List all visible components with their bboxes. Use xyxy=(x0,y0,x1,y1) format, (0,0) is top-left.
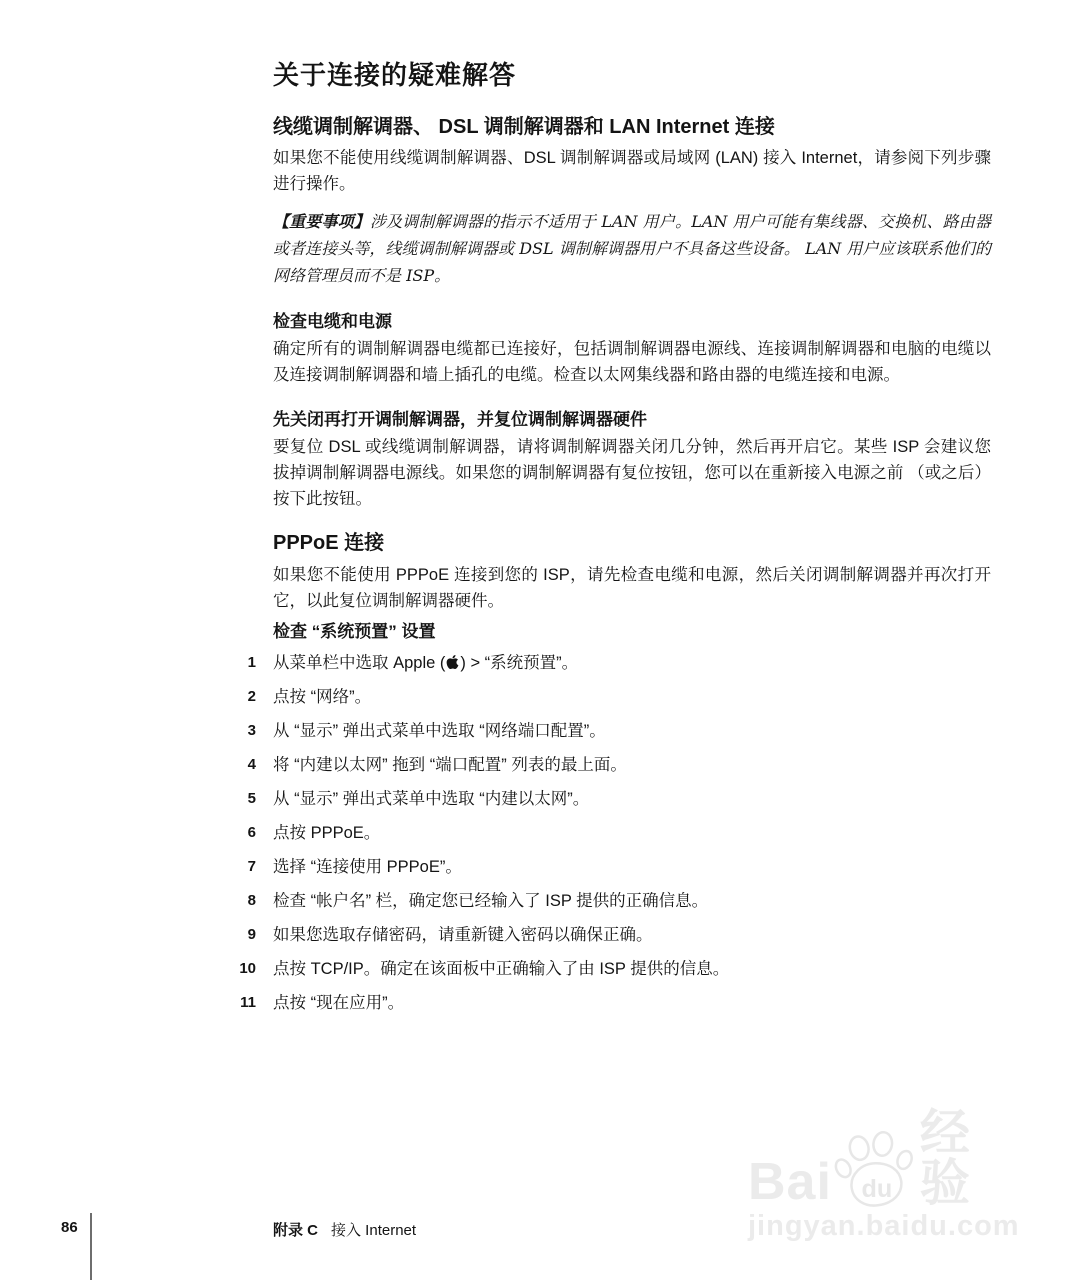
footer-chapter xyxy=(273,1219,416,1240)
watermark-url: jingyan.baidu.com xyxy=(748,1210,1020,1242)
page-content xyxy=(239,58,991,1026)
baidu-watermark xyxy=(748,1105,1020,1242)
reset-modem-heading: 先关闭再打开调制解调器，并复位调制解调器硬件 xyxy=(273,410,647,429)
step-text: 从 “显示” 弹出式菜单中选取 “内建以太网”。 xyxy=(273,790,590,808)
page-number: 86 xyxy=(61,1219,78,1236)
list-item xyxy=(232,652,991,674)
list-item xyxy=(232,788,991,810)
step-text: 点按 PPPoE。 xyxy=(273,824,381,842)
list-item xyxy=(232,992,991,1014)
cable-section-intro: 如果您不能使用线缆调制解调器、DSL 调制解调器或局域网 (LAN) 接入 Internet，请参阅下列步骤进行操作。 xyxy=(273,149,991,193)
pppoe-section-heading: PPPoE 连接 xyxy=(273,532,385,554)
step-text: 点按 “网络”。 xyxy=(273,688,372,706)
list-item xyxy=(232,856,991,878)
step-number: 6 xyxy=(247,824,256,841)
step-number: 9 xyxy=(247,926,256,943)
watermark-bai-text: Bai xyxy=(748,1153,832,1211)
check-prefs-heading: 检查 “系统预置” 设置 xyxy=(273,622,436,641)
footer-chapter-label: 附录 C xyxy=(273,1222,319,1239)
svg-text:du: du xyxy=(861,1174,893,1203)
watermark-jingyan-text: 经验 xyxy=(919,1105,972,1211)
step-number: 11 xyxy=(240,994,256,1011)
important-note xyxy=(273,208,991,289)
footer-divider xyxy=(90,1213,92,1280)
footer-chapter-title: 接入 Internet xyxy=(331,1222,417,1239)
page-title: 关于连接的疑难解答 xyxy=(273,60,517,90)
step-text: 点按 TCP/IP。确定在该面板中正确输入了由 ISP 提供的信息。 xyxy=(273,960,730,978)
list-item xyxy=(232,958,991,980)
step-number: 1 xyxy=(247,654,256,671)
important-note-text: 涉及调制解调器的指示不适用于 LAN 用户。LAN 用户可能有集线器、交换机、路由器或者连接头等，线缆调制解调器或 DSL 调制解调器用户不具备这些设备。 LAN 用户应该联系他们的网络管理员而不是 ISP。 xyxy=(273,212,991,285)
step-number: 3 xyxy=(247,722,256,739)
baidu-paw-icon xyxy=(834,1126,918,1214)
list-item xyxy=(232,720,991,742)
list-item xyxy=(232,754,991,776)
step-text: 点按 “现在应用”。 xyxy=(273,994,405,1012)
list-item xyxy=(232,924,991,946)
step-text: 从菜单栏中选取 Apple ( ) > “系统预置”。 xyxy=(273,654,579,672)
step-number: 10 xyxy=(239,960,256,977)
step-number: 4 xyxy=(247,756,256,773)
step-number: 8 xyxy=(247,892,256,909)
pppoe-section-intro: 如果您不能使用 PPPoE 连接到您的 ISP，请先检查电缆和电源，然后关闭调制解调器并再次打开它，以此复位调制解调器硬件。 xyxy=(273,566,991,610)
steps-list xyxy=(239,652,991,1014)
step-number: 5 xyxy=(247,790,256,807)
baidu-watermark-brand xyxy=(748,1105,1018,1211)
step-text: 选择 “连接使用 PPPoE”。 xyxy=(273,858,462,876)
step-text: 从 “显示” 弹出式菜单中选取 “网络端口配置”。 xyxy=(273,722,606,740)
step-number: 7 xyxy=(247,858,256,875)
step-text: 检查 “帐户名” 栏，确定您已经输入了 ISP 提供的正确信息。 xyxy=(273,892,709,910)
cable-section-heading: 线缆调制解调器、 DSL 调制解调器和 LAN Internet 连接 xyxy=(273,116,775,138)
step-text: 如果您选取存储密码，请重新键入密码以确保正确。 xyxy=(273,926,653,944)
list-item xyxy=(232,686,991,708)
check-cables-heading: 检查电缆和电源 xyxy=(273,312,392,331)
list-item xyxy=(232,822,991,844)
check-cables-body: 确定所有的调制解调器电缆都已连接好，包括调制解调器电源线、连接调制解调器和电脑的电缆以及连接调制解调器和墙上插孔的电缆。检查以太网集线器和路由器的电缆连接和电源。 xyxy=(273,340,991,384)
step-number: 2 xyxy=(247,688,256,705)
list-item xyxy=(232,890,991,912)
reset-modem-body: 要复位 DSL 或线缆调制解调器，请将调制解调器关闭几分钟，然后再开启它。某些 ISP 会建议您拔掉调制解调器电源线。如果您的调制解调器有复位按钮，您可以在重新接入电源之前 （或之后）按下此按钮。 xyxy=(273,438,991,508)
step-text: 将 “内建以太网” 拖到 “端口配置” 列表的最上面。 xyxy=(273,756,627,774)
important-note-label: 【重要事项】 xyxy=(273,212,370,231)
apple-logo-icon xyxy=(446,654,459,670)
